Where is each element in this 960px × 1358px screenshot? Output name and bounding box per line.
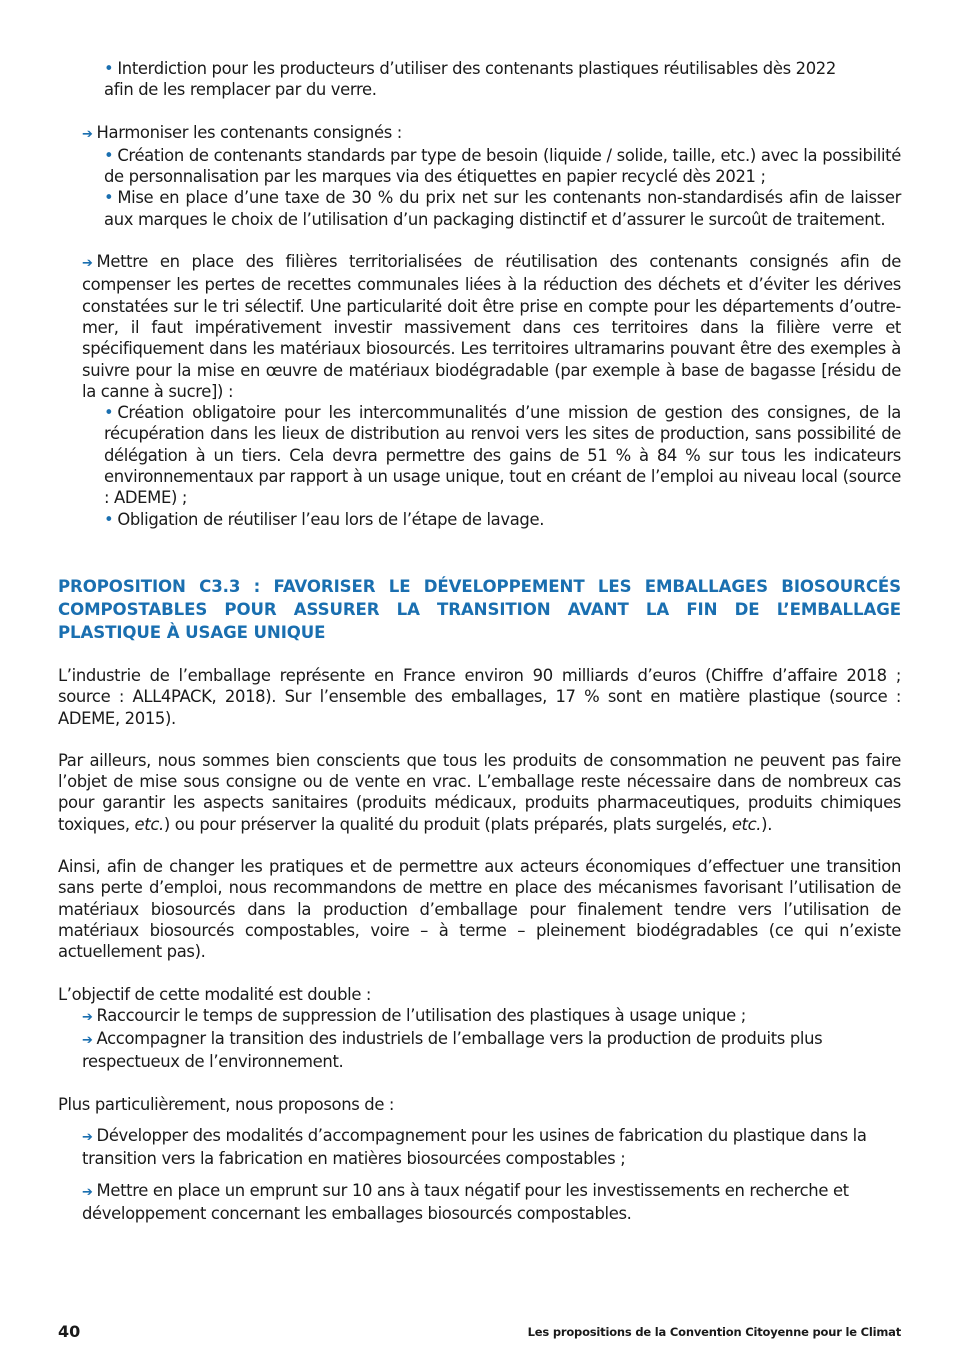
arrow-paragraph: ➔ Mettre en place des filières territorialisées de réutilisation des contenants consignés afin de compenser les pertes de recettes communales liées à la réduction des déchets et d’éviter les dérives constatées sur le tri sélectif. Une particularité doit être prise en compte pour les départements d’outre-mer, il faut impérativement investir massivement dans ces territoires dans la filière verre et spécifiquement dans les matériaux biosourcés. Les territoires ultramarins pouvant être des exemples à suivre pour la mise en œuvre de matériaux biodégradable (par exemple à base de bagasse [résidu de la canne à sucre]) :: [82, 252, 901, 401]
bullet-icon: •: [104, 188, 114, 208]
arrow-item: ➔ Développer des modalités d’accompagnement pour les usines de fabrication du plastique dans la transition vers la fabrication en matières biosourcées compostables ;: [82, 1125, 867, 1169]
arrow-icon: ➔: [82, 126, 93, 142]
proposition-title: PROPOSITION C3.3 : FAVORISER LE DÉVELOPPEMENT LES EMBALLAGES BIOSOURCÉS COMPOSTABLES POUR ASSURER LA TRANSITION AVANT LA FIN DE L’EMBALLAGE PLASTIQUE À USAGE UNIQUE: [58, 576, 901, 642]
page-content: [58, 58, 901, 1224]
body-paragraph: Plus particulièrement, nous proposons de :: [58, 1094, 395, 1114]
bullet-icon: •: [104, 145, 114, 165]
bullet-paragraph: • Mise en place d’une taxe de 30 % du prix net sur les contenants non-standardisés afin de laisser aux marques le choix de l’utilisation d’un packaging distinctif et d’assurer le surcoût de traitement.: [104, 188, 901, 229]
body-paragraph: Par ailleurs, nous sommes bien conscients que tous les produits de consommation ne peuvent pas faire l’objet de mise sous consigne ou de vente en vrac. L’emballage reste nécessaire dans de nombreux cas pour garantir les aspects sanitaires (produits médicaux, produits pharmaceutiques, produits chimiques toxiques, etc.) ou pour préserver la qualité du produit (plats préparés, plats surgelés, etc.).: [58, 750, 901, 834]
bullet-icon: •: [104, 403, 114, 423]
bullet-paragraph: • Interdiction pour les producteurs d’utiliser des contenants plastiques réutilisables dès 2022 afin de les remplacer par du verre.: [104, 59, 836, 100]
bullet-icon: •: [104, 59, 114, 78]
bullet-icon: •: [104, 509, 114, 529]
body-paragraph: Ainsi, afin de changer les pratiques et de permettre aux acteurs économiques d’effectuer une transition sans perte d’emploi, nous recommandons de mettre en place des mécanismes favorisant l’utilisation de matériaux biosourcés dans la production d’emballage pour finalement tendre vers l’utilisation de matériaux biosourcés compostables, voire – à terme – pleinement biodégradables (ce qui n’existe actuellement pas).: [58, 857, 901, 962]
page-footer: [58, 1322, 901, 1342]
arrow-item: ➔ Harmoniser les contenants consignés :: [82, 122, 402, 142]
arrow-item: ➔ Mettre en place un emprunt sur 10 ans à taux négatif pour les investissements en recherche et développement concernant les emballages biosourcés compostables.: [82, 1180, 849, 1223]
arrow-icon: ➔: [82, 1009, 93, 1025]
arrow-item: ➔ Accompagner la transition des industriels de l’emballage vers la production de produits plus respectueux de l’environnement.: [82, 1029, 823, 1072]
bullet-paragraph: • Création de contenants standards par type de besoin (liquide / solide, taille, etc.) avec la possibilité de personnalisation par les marques via des étiquettes en papier recyclé dès 2021 ;: [104, 145, 901, 187]
arrow-icon: ➔: [82, 1033, 93, 1049]
footer-title: Les propositions de la Convention Citoyenne pour le Climat: [527, 1325, 901, 1339]
page-number: 40: [58, 1322, 81, 1341]
arrow-icon: ➔: [82, 1129, 93, 1145]
body-paragraph: L’industrie de l’emballage représente en France environ 90 milliards d’euros (Chiffre d’affaire 2018 ; source : ALL4PACK, 2018). Sur l’ensemble des emballages, 17 % sont en matière plastique (source : ADEME, 2015).: [58, 665, 901, 728]
bullet-paragraph: • Obligation de réutiliser l’eau lors de l’étape de lavage.: [104, 509, 545, 529]
arrow-icon: ➔: [82, 1184, 93, 1200]
arrow-item: ➔ Raccourcir le temps de suppression de l’utilisation des plastiques à usage unique ;: [82, 1005, 746, 1025]
body-paragraph: L’objectif de cette modalité est double :: [58, 984, 372, 1004]
bullet-paragraph: • Création obligatoire pour les intercommunalités d’une mission de gestion des consignes, de la récupération dans les lieux de distribution au renvoi vers les sites de production, sans possibilité de délégation à un tiers. Cela devra permettre des gains de 51 % à 84 % sur tous les indicateurs environnementaux par rapport à un usage unique, tout en créant de l’emploi au niveau local (source : ADEME) ;: [104, 403, 901, 508]
arrow-icon: ➔: [82, 256, 93, 272]
